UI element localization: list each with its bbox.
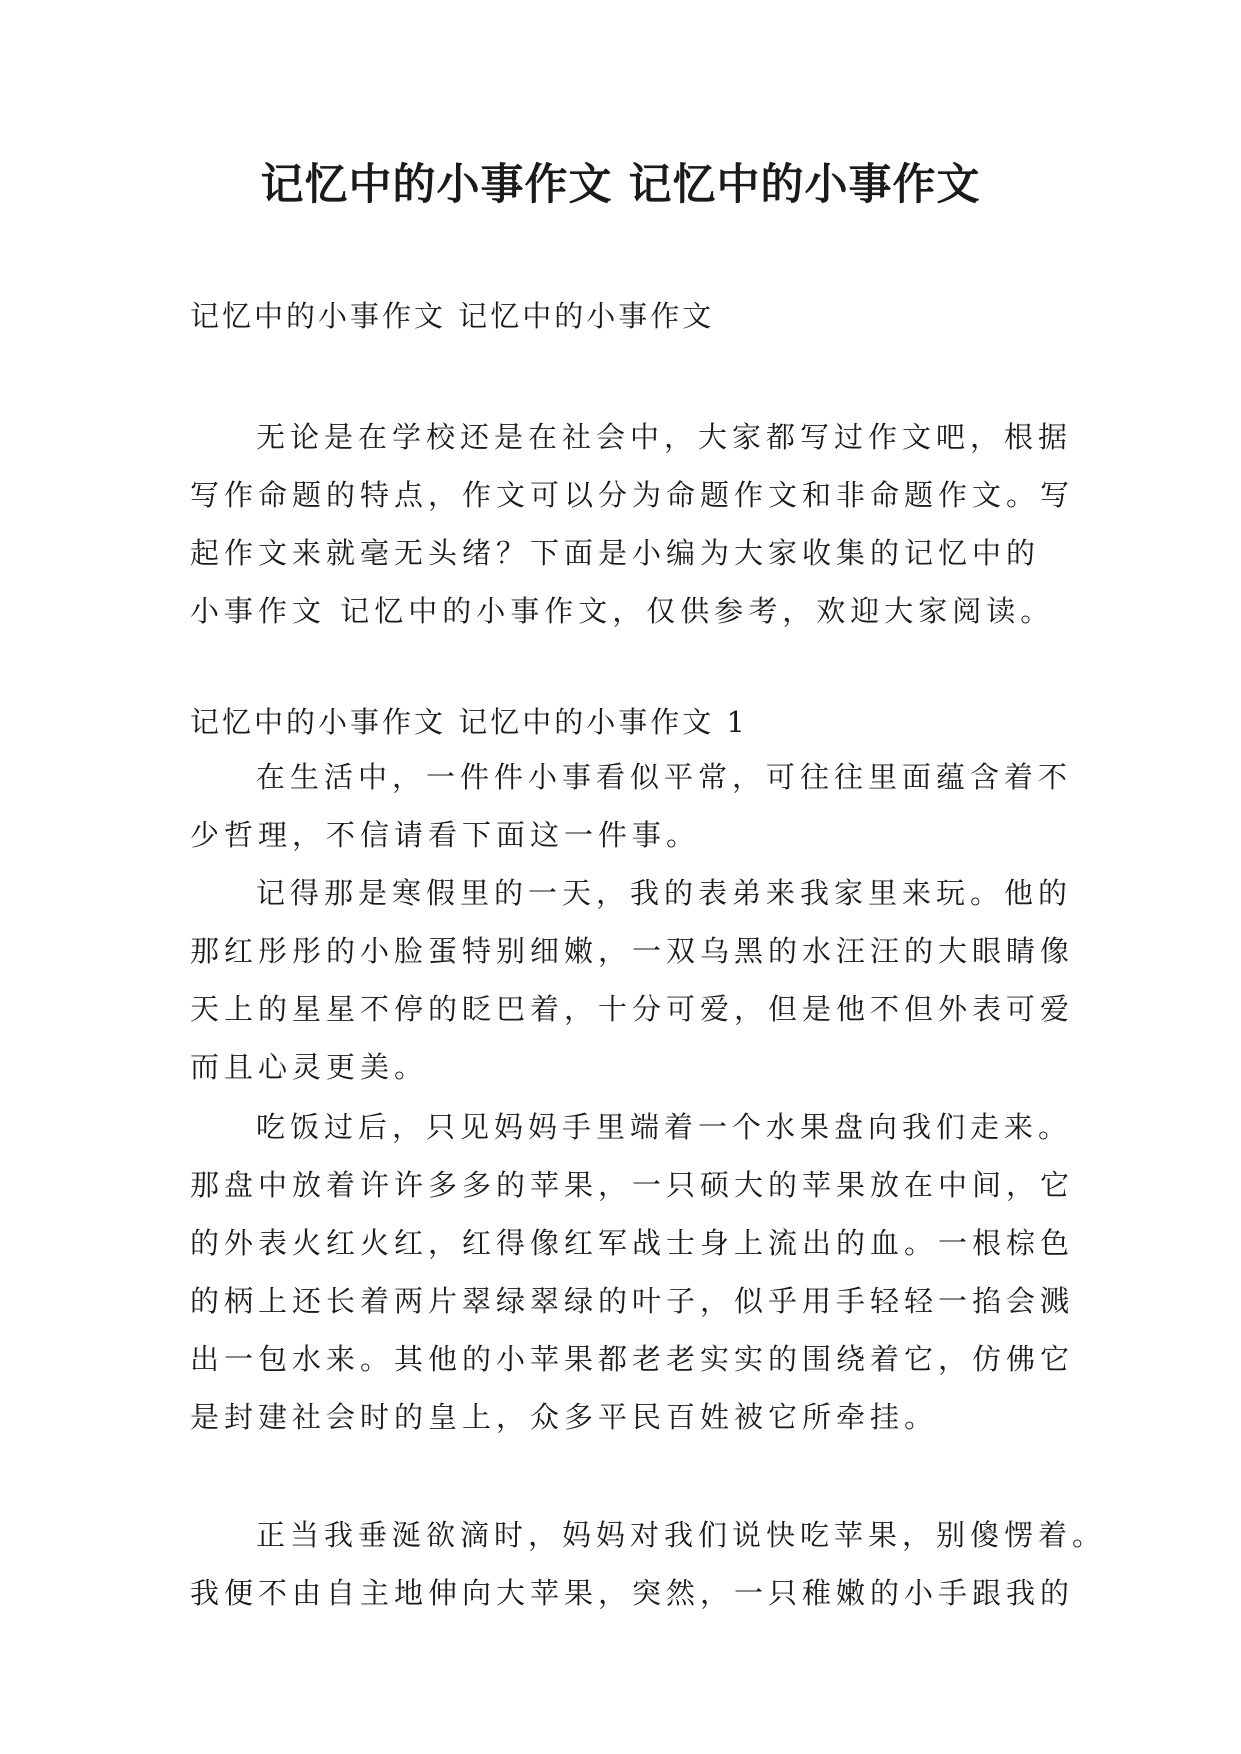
paragraph-line: 而且心灵更美。 <box>190 1050 429 1084</box>
paragraph-line: 少哲理，不信请看下面这一件事。 <box>190 818 701 852</box>
body-paragraph-2 <box>190 864 1075 1096</box>
intro-line: 无论是在学校还是在社会中，大家都写过作文吧，根据 <box>256 420 1073 454</box>
document-title: 记忆中的小事作文 记忆中的小事作文 <box>260 160 981 210</box>
paragraph-line: 是封建社会时的皇上，众多平民百姓被它所牵挂。 <box>190 1400 939 1434</box>
paragraph-line: 记得那是寒假里的一天，我的表弟来我家里来玩。他的 <box>256 876 1073 910</box>
body-paragraph-1 <box>190 748 1073 864</box>
paragraph-line: 那盘中放着许许多多的苹果，一只硕大的苹果放在中间，它 <box>190 1168 1075 1202</box>
paragraph-line: 正当我垂涎欲滴时，妈妈对我们说快吃苹果，别傻愣着。 <box>256 1518 1107 1552</box>
section-heading: 记忆中的小事作文 记忆中的小事作文 1 <box>190 705 748 739</box>
paragraph-line: 吃饭过后，只见妈妈手里端着一个水果盘向我们走来。 <box>256 1110 1073 1144</box>
intro-paragraph <box>190 408 1075 640</box>
paragraph-line: 的外表火红火红，红得像红军战士身上流出的血。一根棕色 <box>190 1226 1075 1260</box>
intro-line: 小事作文 记忆中的小事作文，仅供参考，欢迎大家阅读。 <box>190 594 1055 628</box>
intro-line: 写作命题的特点，作文可以分为命题作文和非命题作文。写 <box>190 478 1075 512</box>
body-paragraph-4 <box>190 1506 1107 1622</box>
intro-line: 起作文来就毫无头绪？下面是小编为大家收集的记忆中的 <box>190 536 1041 570</box>
paragraph-line: 我便不由自主地伸向大苹果，突然，一只稚嫩的小手跟我的 <box>190 1576 1075 1610</box>
paragraph-line: 的柄上还长着两片翠绿翠绿的叶子，似乎用手轻轻一掐会溅 <box>190 1284 1075 1318</box>
paragraph-line: 在生活中，一件件小事看似平常，可往往里面蕴含着不 <box>256 760 1073 794</box>
document-subtitle: 记忆中的小事作文 记忆中的小事作文 <box>190 299 715 333</box>
body-paragraph-3 <box>190 1098 1075 1446</box>
paragraph-line: 那红彤彤的小脸蛋特别细嫩，一双乌黑的水汪汪的大眼睛像 <box>190 934 1075 968</box>
paragraph-line: 天上的星星不停的眨巴着，十分可爱，但是他不但外表可爱 <box>190 992 1075 1026</box>
paragraph-line: 出一包水来。其他的小苹果都老老实实的围绕着它，仿佛它 <box>190 1342 1075 1376</box>
